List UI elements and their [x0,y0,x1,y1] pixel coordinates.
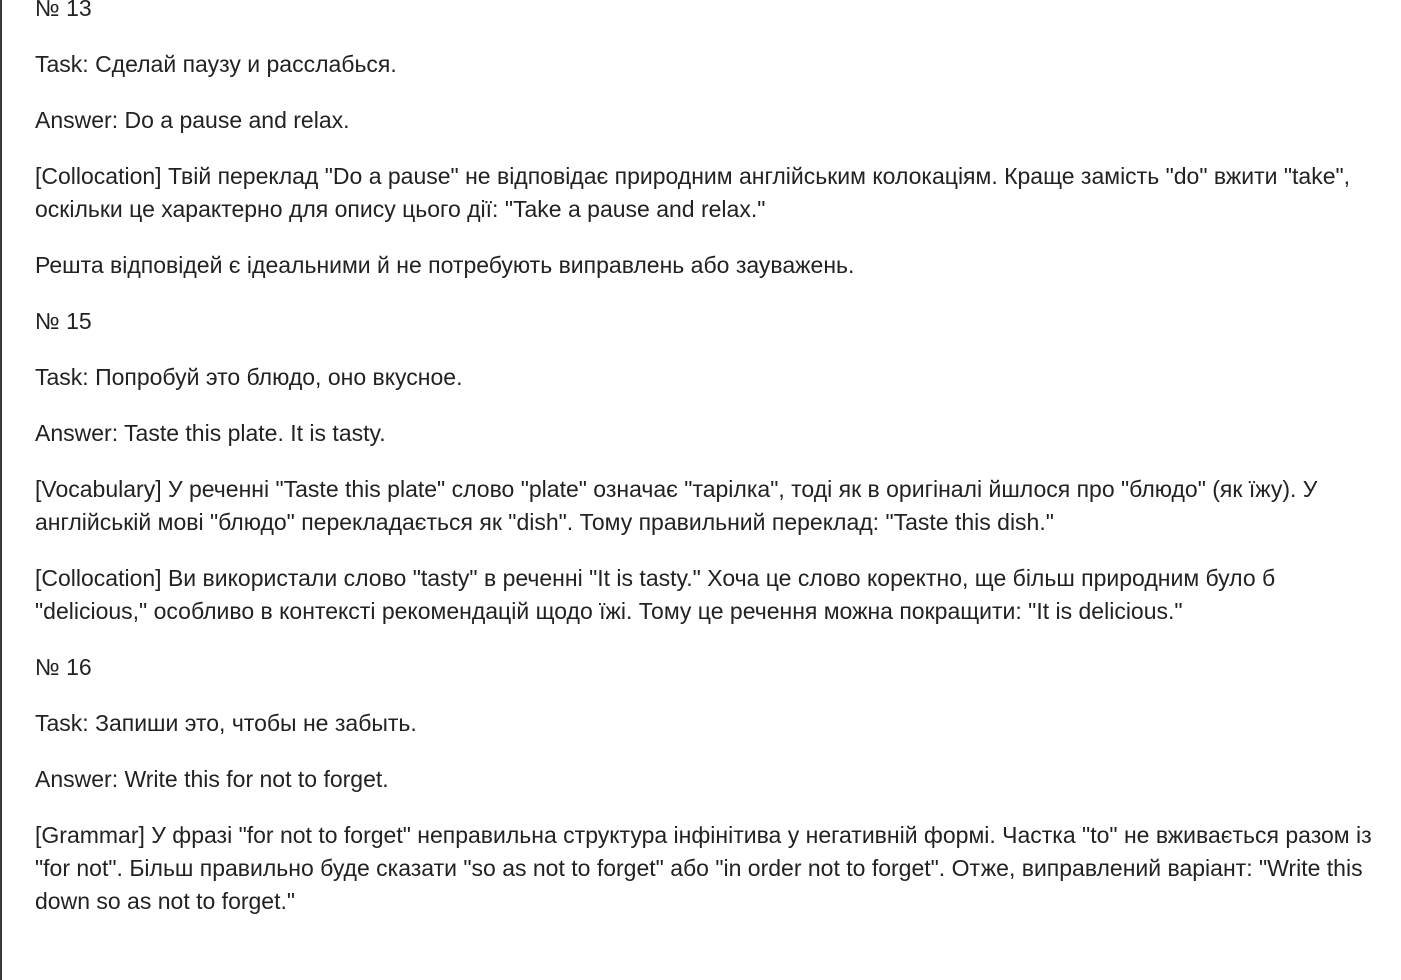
item-number-16: № 16 [35,654,92,680]
feedback-15-collocation: [Collocation] Ви використали слово "tasty" в реченні "It is tasty." Хоча це слово коректно, ще більш природним було б "delicious," особливо в контексті рекомендацій щодо їжі. Тому це речення можна покращити: "It is delicious." [35,565,1276,624]
summary-note: Решта відповідей є ідеальними й не потребують виправлень або зауважень. [35,252,855,278]
feedback-13-collocation: [Collocation] Твій переклад "Do a pause" не відповідає природним англійським колокаціям. Краще замість "do" вжити "take", оскільки це характерно для опису цього дії: "Take a pause and relax." [35,163,1351,222]
task-13: Task: Сделай паузу и расслабься. [35,51,397,77]
document-body [35,0,1380,941]
feedback-16-grammar: [Grammar] У фразі "for not to forget" неправильна структура інфінітива у негативній формі. Частка "to" не вживається разом із "for not". Більш правильно буде сказати "so as not to forget" або "in order not to forget". Отже, виправлений варіант: "Write this down so as not to forget." [35,822,1372,914]
feedback-15-vocabulary: [Vocabulary] У реченні "Taste this plate" слово "plate" означає "тарілка", тоді як в оригіналі йшлося про "блюдо" (як їжу). У англійській мові "блюдо" перекладається як "dish". Тому правильний переклад: "Taste this dish." [35,476,1318,535]
answer-15: Answer: Taste this plate. It is tasty. [35,420,386,446]
item-number-15: № 15 [35,308,92,334]
task-15: Task: Попробуй это блюдо, оно вкусное. [35,364,463,390]
task-16: Task: Запиши это, чтобы не забыть. [35,710,417,736]
left-border [0,0,2,980]
answer-13: Answer: Do a pause and relax. [35,107,350,133]
item-number-13: № 13 [35,0,92,21]
answer-16: Answer: Write this for not to forget. [35,766,389,792]
